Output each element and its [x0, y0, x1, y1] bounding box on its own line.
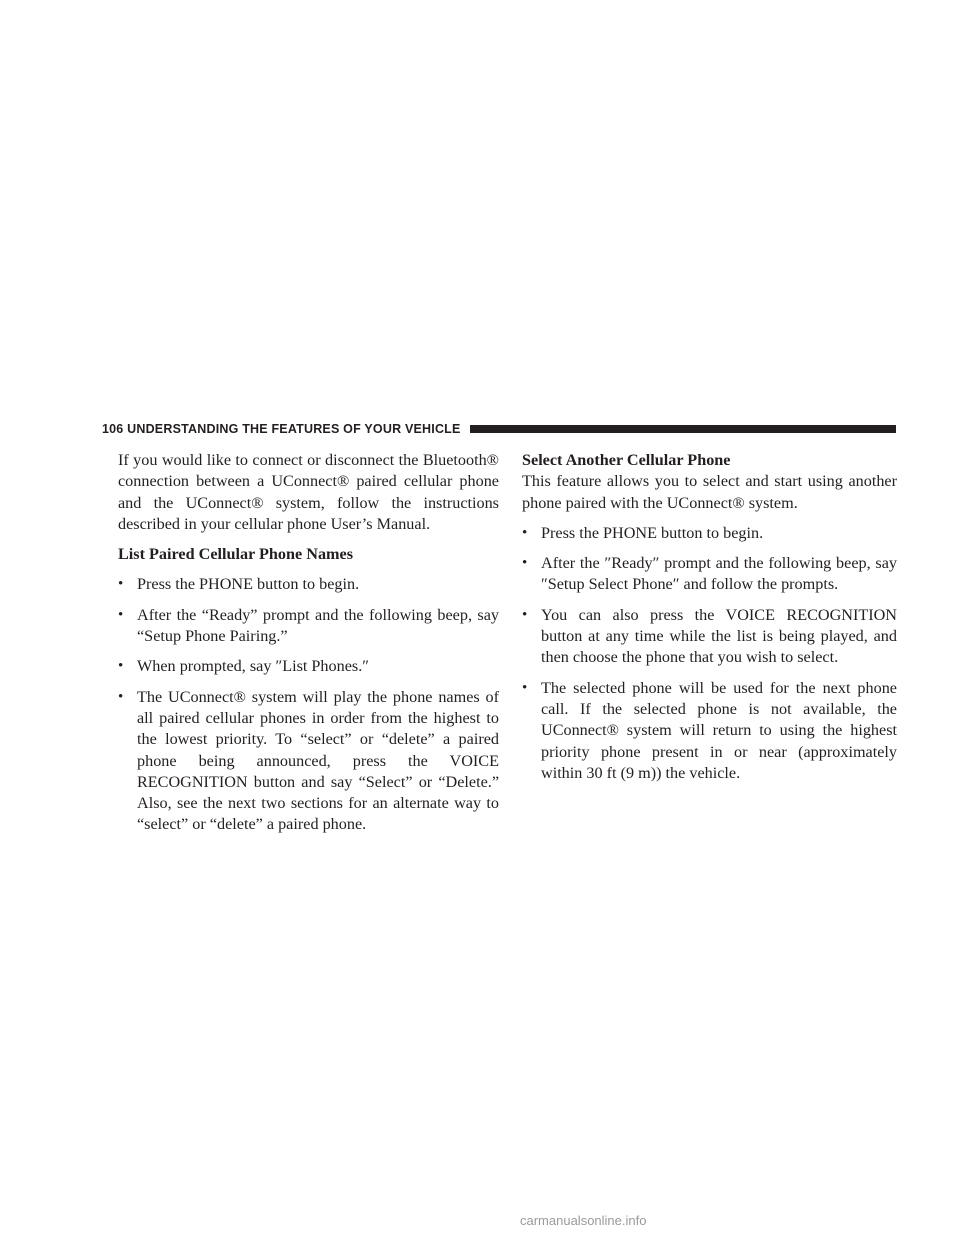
list-item-text: After the ″Ready″ prompt and the following beep, say ″Setup Select Phone″ and follow the prompts. — [541, 554, 897, 594]
list-item — [522, 678, 897, 784]
header-rule — [470, 425, 896, 433]
page-number-title: 106 UNDERSTANDING THE FEATURES OF YOUR VEHICLE — [102, 422, 461, 436]
section-heading-select-phone: Select Another Cellular Phone — [522, 451, 731, 469]
bullet-icon: • — [118, 576, 124, 593]
select-phone-intro: This feature allows you to select and start using another phone paired with the UConnect® system. — [522, 472, 897, 512]
list-item — [522, 553, 897, 596]
list-item — [118, 605, 499, 648]
bullet-icon: • — [522, 606, 528, 623]
bullet-icon: • — [118, 688, 124, 705]
list-item-text: You can also press the VOICE RECOGNITION button at any time while the list is being played, and then choose the phone that you wish to select. — [541, 605, 897, 667]
list-item-text: Press the PHONE button to begin. — [541, 523, 764, 542]
list-item-text: The UConnect® system will play the phone names of all paired cellular phones in order from the highest to the lowest priority. To “select” or “delete” a paired phone being announced, press the VOICE RECOGNITION button and say “Select” or “Delete.” Also, see the next two sections for an alternate way to “select” or “delete” a paired phone. — [137, 687, 499, 834]
left-column — [118, 450, 499, 845]
list-item — [522, 605, 897, 669]
list-item — [118, 574, 499, 595]
intro-paragraph: If you would like to connect or disconnect the Bluetooth® connection between a UConnect® paired cellular phone and the UConnect® system, follow the instructions described in your cellular phone User’s Manual. — [118, 451, 499, 533]
list-item — [118, 656, 499, 677]
list-item — [118, 687, 499, 836]
bullet-icon: • — [522, 555, 528, 572]
section-heading-list-phones: List Paired Cellular Phone Names — [118, 545, 354, 564]
bullet-icon: • — [522, 679, 528, 696]
watermark: carmanualsonline.info — [520, 1213, 647, 1228]
bullet-icon: • — [522, 524, 528, 541]
bullet-icon: • — [118, 658, 124, 675]
right-column — [522, 450, 897, 793]
list-item — [522, 523, 897, 544]
list-item-text: Press the PHONE button to begin. — [137, 575, 360, 594]
list-item-text: After the “Ready” prompt and the following beep, say “Setup Phone Pairing.” — [137, 605, 499, 646]
list-item-text: When prompted, say ″List Phones.″ — [137, 657, 369, 676]
bullet-icon: • — [118, 606, 124, 623]
page-header — [102, 419, 896, 439]
list-item-text: The selected phone will be used for the next phone call. If the selected phone is not available, the UConnect® system will return to using the highest priority phone present in or near (approximately within 30 ft (9 m)) the vehicle. — [541, 678, 897, 782]
